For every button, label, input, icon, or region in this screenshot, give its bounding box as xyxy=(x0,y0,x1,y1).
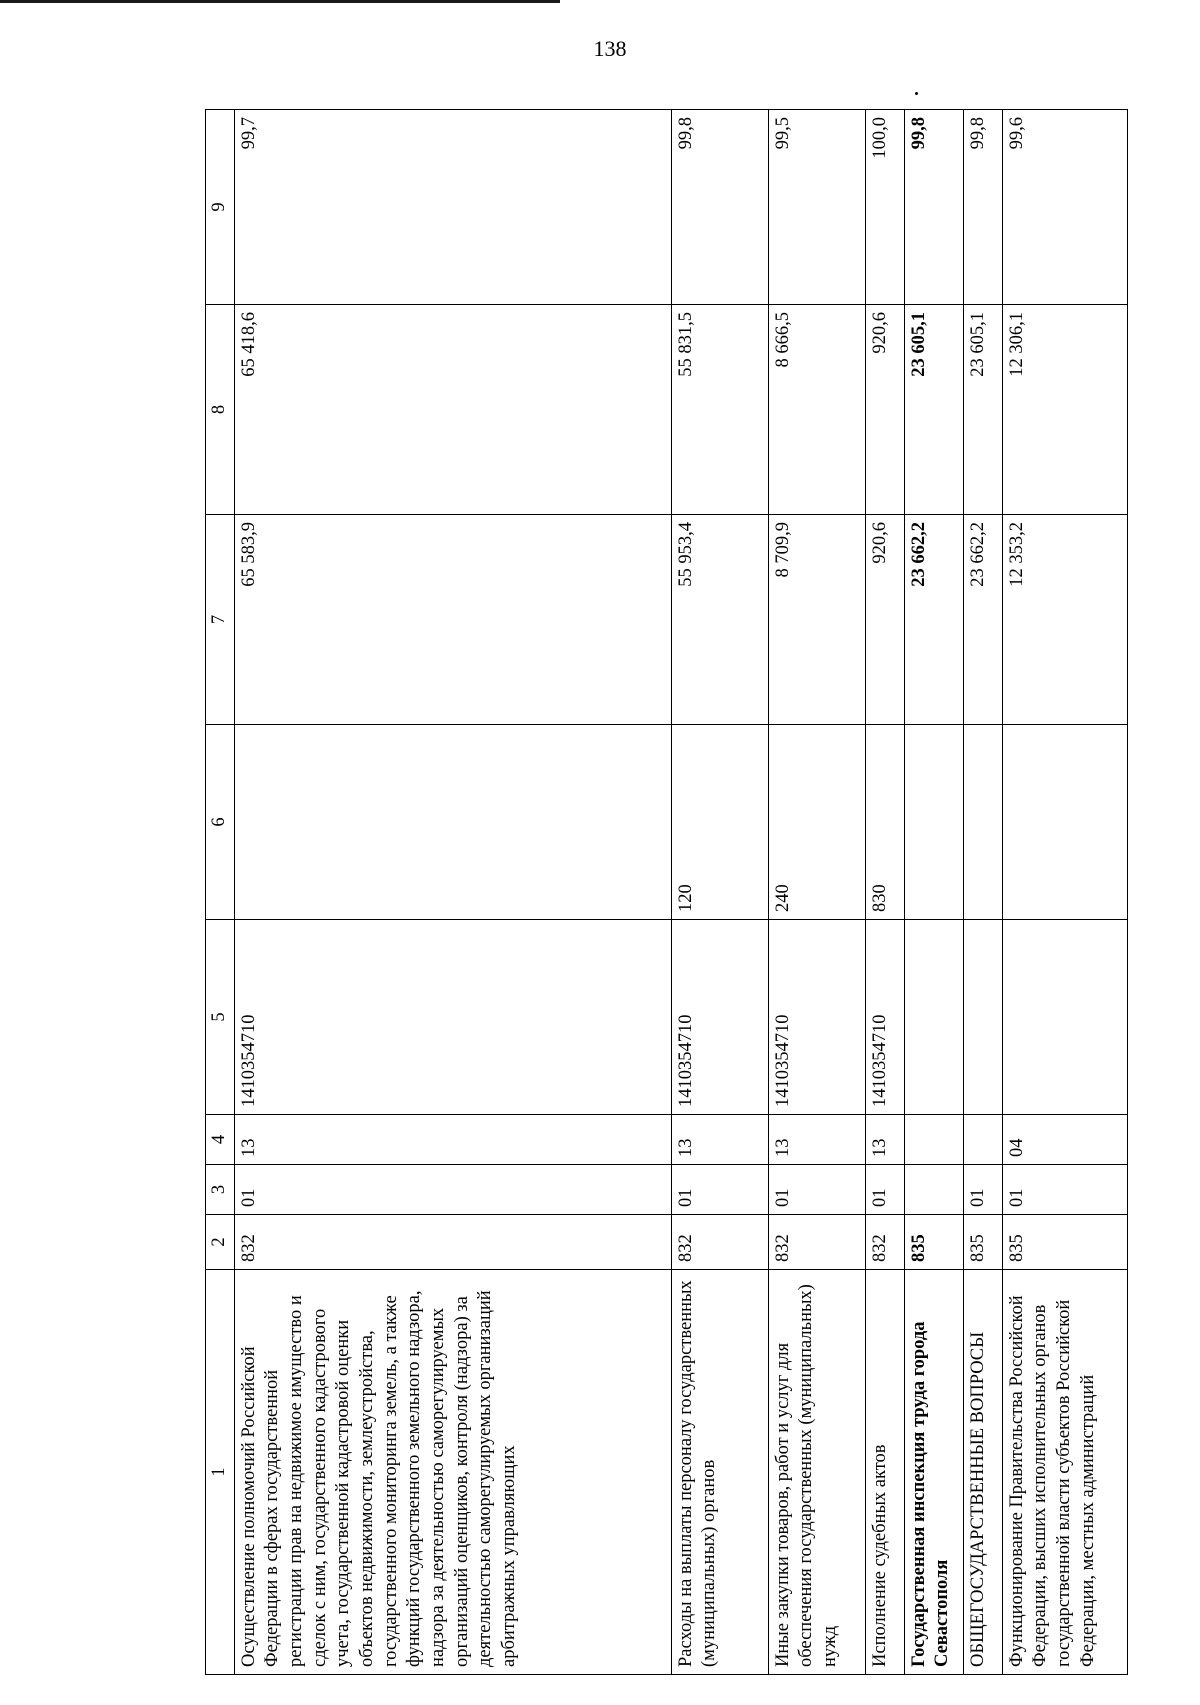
scan-speck xyxy=(915,92,918,95)
table-row xyxy=(671,110,768,1675)
row-name: ОБЩЕГОСУДАРСТВЕННЫЕ ВОПРОСЫ xyxy=(963,1270,1002,1675)
cell-col-5: 1410354710 xyxy=(234,920,671,1115)
cell-col-4 xyxy=(963,1115,1002,1165)
cell-col-6 xyxy=(234,725,671,920)
cell-col-8: 65 418,6 xyxy=(234,305,671,515)
cell-col-4: 13 xyxy=(768,1115,865,1165)
cell-col-4: 13 xyxy=(671,1115,768,1165)
scan-edge-line xyxy=(0,0,560,3)
cell-col-3: 01 xyxy=(865,1165,904,1215)
cell-col-7: 55 953,4 xyxy=(671,515,768,725)
cell-col-4: 13 xyxy=(234,1115,671,1165)
cell-col-2: 835 xyxy=(1002,1215,1127,1270)
header-col-1: 1 xyxy=(206,1270,235,1675)
cell-col-6 xyxy=(963,725,1002,920)
header-col-2: 2 xyxy=(206,1215,235,1270)
cell-col-5 xyxy=(1002,920,1127,1115)
table-row xyxy=(865,110,904,1675)
cell-col-8: 920,6 xyxy=(865,305,904,515)
cell-col-8: 12 306,1 xyxy=(1002,305,1127,515)
cell-col-7: 65 583,9 xyxy=(234,515,671,725)
cell-col-6 xyxy=(1002,725,1127,920)
cell-col-5: 1410354710 xyxy=(865,920,904,1115)
page-number: 138 xyxy=(593,36,627,61)
cell-col-9: 99,5 xyxy=(768,110,865,305)
cell-col-3: 01 xyxy=(234,1165,671,1215)
header-col-7: 7 xyxy=(206,515,235,725)
cell-col-7: 23 662,2 xyxy=(904,515,963,725)
header-col-4: 4 xyxy=(206,1115,235,1165)
cell-col-8: 8 666,5 xyxy=(768,305,865,515)
cell-col-5: 1410354710 xyxy=(671,920,768,1115)
cell-col-9: 99,8 xyxy=(671,110,768,305)
header-row xyxy=(206,110,235,1675)
cell-col-6: 830 xyxy=(865,725,904,920)
row-name: Расходы на выплаты персоналу государственных (муниципальных) органов xyxy=(671,1270,768,1675)
cell-col-6 xyxy=(904,725,963,920)
cell-col-2: 832 xyxy=(865,1215,904,1270)
cell-col-7: 920,6 xyxy=(865,515,904,725)
row-name: Функционирование Правительства Российской Федерации, высших исполнительных органов государственной власти субъектов Российской Федерации, местных администраций xyxy=(1002,1270,1127,1675)
cell-col-5 xyxy=(963,920,1002,1115)
cell-col-7: 23 662,2 xyxy=(963,515,1002,725)
cell-col-2: 835 xyxy=(963,1215,1002,1270)
cell-col-8: 23 605,1 xyxy=(963,305,1002,515)
cell-col-5 xyxy=(904,920,963,1115)
cell-col-9: 100,0 xyxy=(865,110,904,305)
cell-col-3: 01 xyxy=(671,1165,768,1215)
cell-col-9: 99,7 xyxy=(234,110,671,305)
cell-col-7: 8 709,9 xyxy=(768,515,865,725)
cell-col-8: 23 605,1 xyxy=(904,305,963,515)
cell-col-4: 04 xyxy=(1002,1115,1127,1165)
cell-col-9: 99,8 xyxy=(963,110,1002,305)
cell-col-9: 99,8 xyxy=(904,110,963,305)
table-row xyxy=(963,110,1002,1675)
cell-col-3: 01 xyxy=(1002,1165,1127,1215)
cell-col-4 xyxy=(904,1115,963,1165)
cell-col-2: 832 xyxy=(671,1215,768,1270)
table-row xyxy=(768,110,865,1675)
row-name: Иные закупки товаров, работ и услуг для обеспечения государственных (муниципальных) нужд xyxy=(768,1270,865,1675)
header-col-9: 9 xyxy=(206,110,235,305)
cell-col-2: 835 xyxy=(904,1215,963,1270)
cell-col-6: 240 xyxy=(768,725,865,920)
budget-table xyxy=(205,109,1128,1675)
header-col-3: 3 xyxy=(206,1165,235,1215)
rotated-table-container xyxy=(205,110,1100,1675)
header-col-5: 5 xyxy=(206,920,235,1115)
cell-col-4: 13 xyxy=(865,1115,904,1165)
cell-col-9: 99,6 xyxy=(1002,110,1127,305)
header-col-8: 8 xyxy=(206,305,235,515)
table-row-agency xyxy=(904,110,963,1675)
cell-col-7: 12 353,2 xyxy=(1002,515,1127,725)
cell-col-3: 01 xyxy=(963,1165,1002,1215)
cell-col-3: 01 xyxy=(768,1165,865,1215)
row-name: Государственная инспекция труда города Севастополя xyxy=(904,1270,963,1675)
table-row xyxy=(1002,110,1127,1675)
cell-col-8: 55 831,5 xyxy=(671,305,768,515)
row-name: Исполнение судебных актов xyxy=(865,1270,904,1675)
header-col-6: 6 xyxy=(206,725,235,920)
cell-col-5: 1410354710 xyxy=(768,920,865,1115)
cell-col-3 xyxy=(904,1165,963,1215)
cell-col-6: 120 xyxy=(671,725,768,920)
cell-col-2: 832 xyxy=(768,1215,865,1270)
row-name: Осуществление полномочий Российской Федерации в сферах государственной регистрации прав на недвижимое имущество и сделок с ним, государственного кадастрового учета, государственной кадастровой оценки объектов недвижимости, землеустройства, государственного мониторинга земель, а также функций государственного земельного надзора, надзора за деятельностью саморегулируемых организаций оценщиков, контроля (надзора) за деятельностью саморегулируемых организаций арбитражных управляющих xyxy=(234,1270,671,1675)
table-row xyxy=(234,110,671,1675)
cell-col-2: 832 xyxy=(234,1215,671,1270)
